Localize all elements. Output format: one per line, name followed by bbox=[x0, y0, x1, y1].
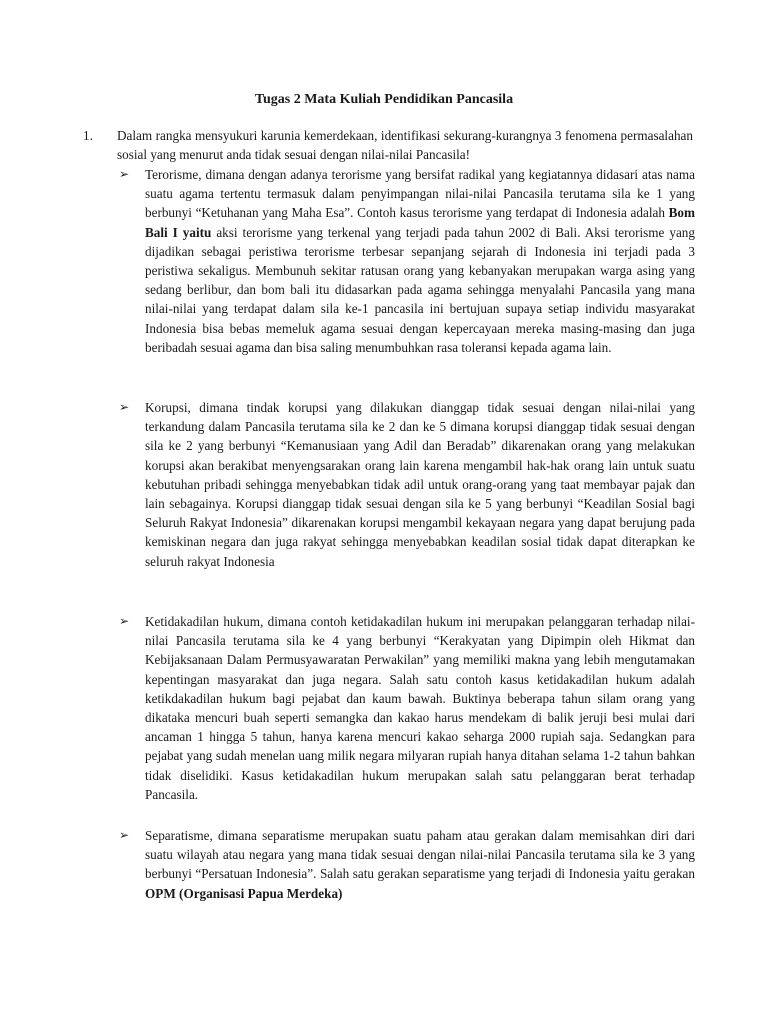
question-text: Dalam rangka mensyukuri karunia kemerdekaan, identifikasi sekurang-kurangnya 3 fenomena permasalahan sosial yang menurut anda tidak sesuai dengan nilai-nilai Pancasila! bbox=[117, 128, 693, 163]
bold-phrase: Bom Bali I yaitu bbox=[145, 205, 695, 240]
bullet-text-part: Terorisme, dimana dengan adanya terorisme yang bersifat radikal yang kegiatannya didasari atas nama suatu agama tertentu termasuk dalam penyimpangan nilai-nilai Pancasila terutama sila ke 1 yang berbunyi “Ketuhanan yang Maha Esa”. Contoh kasus terorisme yang terdapat di Indonesia adalah bbox=[145, 167, 695, 221]
item-number: 1. bbox=[83, 128, 93, 143]
bullet-separatisme bbox=[119, 826, 695, 903]
bullet-text-part: Separatisme, dimana separatisme merupakan suatu paham atau gerakan dalam memisahkan diri dari suatu wilayah atau negara yang mana tidak sesuai dengan nilai-nilai Pancasila terutama sila ke 3 yang berbunyi “Persatuan Indonesia”. Salah satu gerakan separatisme yang terjadi di Indonesia yaitu gerakan bbox=[145, 828, 695, 882]
arrow-bullet-icon: ➢ bbox=[119, 400, 130, 414]
question-item bbox=[83, 126, 693, 164]
arrow-bullet-icon: ➢ bbox=[119, 828, 130, 842]
arrow-bullet-icon: ➢ bbox=[119, 167, 130, 181]
bullet-text: Korupsi, dimana tindak korupsi yang dilakukan dianggap tidak sesuai dengan nilai-nilai yang terkandung dalam Pancasila terutama sila ke 2 dan ke 5 dimana korupsi dianggap tidak sesuai dengan sila ke 2 yang berbunyi “Kemanusiaan yang Adil dan Beradab” dikarenakan orang yang melakukan korupsi akan berakibat menyengsarakan orang lain karena mengambil hak-hak orang lain untuk suatu kebutuhan pribadi sehingga menyebabkan tidak adil untuk orang-orang yang taat membayar pajak dan lain sebagainya. Korupsi dianggap tidak sesuai dengan sila ke 5 yang berbunyi “Keadilan Sosial bagi Seluruh Rakyat Indonesia” dikarenakan korupsi mengambil kekayaan negara yang dapat berujung pada kemiskinan negara dan juga rakyat sehingga menyebabkan keadilan sosial tidak dapat diterapkan ke seluruh rakyat Indonesia bbox=[145, 400, 695, 569]
bullet-terorisme bbox=[119, 165, 695, 357]
arrow-bullet-icon: ➢ bbox=[119, 614, 130, 628]
bullet-korupsi bbox=[119, 398, 695, 571]
bullet-text bbox=[145, 826, 695, 903]
document-title: Tugas 2 Mata Kuliah Pendidikan Pancasila bbox=[254, 92, 514, 107]
bullet-text bbox=[145, 165, 695, 357]
bullet-text-part: aksi terorisme yang terkenal yang terjadi pada tahun 2002 di Bali. Aksi terorisme yang dijadikan sebagai peristiwa terorisme terbesar sepanjang sejarah di Indonesia ini terjadi pada 3 peristiwa sekaligus. Membunuh sekitar ratusan orang yang kebanyakan merupakan warga asing yang sedang berlibur, dan bom bali itu didasarkan pada agama sehingga menyalahi Pancasila yang mana nilai-nilai yang terdapat dalam sila ke-1 pancasila ini bertujuan supaya setiap individu masyarakat Indonesia bisa bebas memeluk agama sesuai dengan kepercayaan mereka masing-masing dan juga beribadah sesuai agama dan bisa saling menumbuhkan rasa toleransi kepada agama lain. bbox=[145, 224, 695, 355]
bullet-text: Ketidakadilan hukum, dimana contoh ketidakadilan hukum ini merupakan pelanggaran terhadap nilai-nilai Pancasila terutama sila ke 4 yang berbunyi “Kerakyatan yang Dipimpin oleh Hikmat dan Kebijaksanaan Dalam Permusyawaratan Perwakilan” yang memiliki makna yang lebih mengutamakan kepentingan masyarakat dan juga negara. Salah satu contoh kasus ketidakadilan hukum adalah ketikdakadilan hukum bagi pejabat dan kaum bawah. Buktinya beberapa tahun silam orang yang dikataka mencuri buah seperti semangka dan kakao harus mendekam di balik jeruji besi mulai dari ancaman 1 hingga 5 tahun, hanya karena mencuri kakao seharga 2000 rupiah saja. Sedangkan para pejabat yang sudah menelan uang milik negara milyaran rupiah hanya ditahan selama 1-2 tahun bahkan tidak diselidiki. Kasus ketidakadilan hukum merupakan salah satu pelanggaran berat terhadap Pancasila. bbox=[145, 614, 695, 802]
bullet-ketidakadilan-hukum bbox=[119, 612, 695, 804]
bold-phrase: OPM (Organisasi Papua Merdeka) bbox=[145, 885, 343, 901]
